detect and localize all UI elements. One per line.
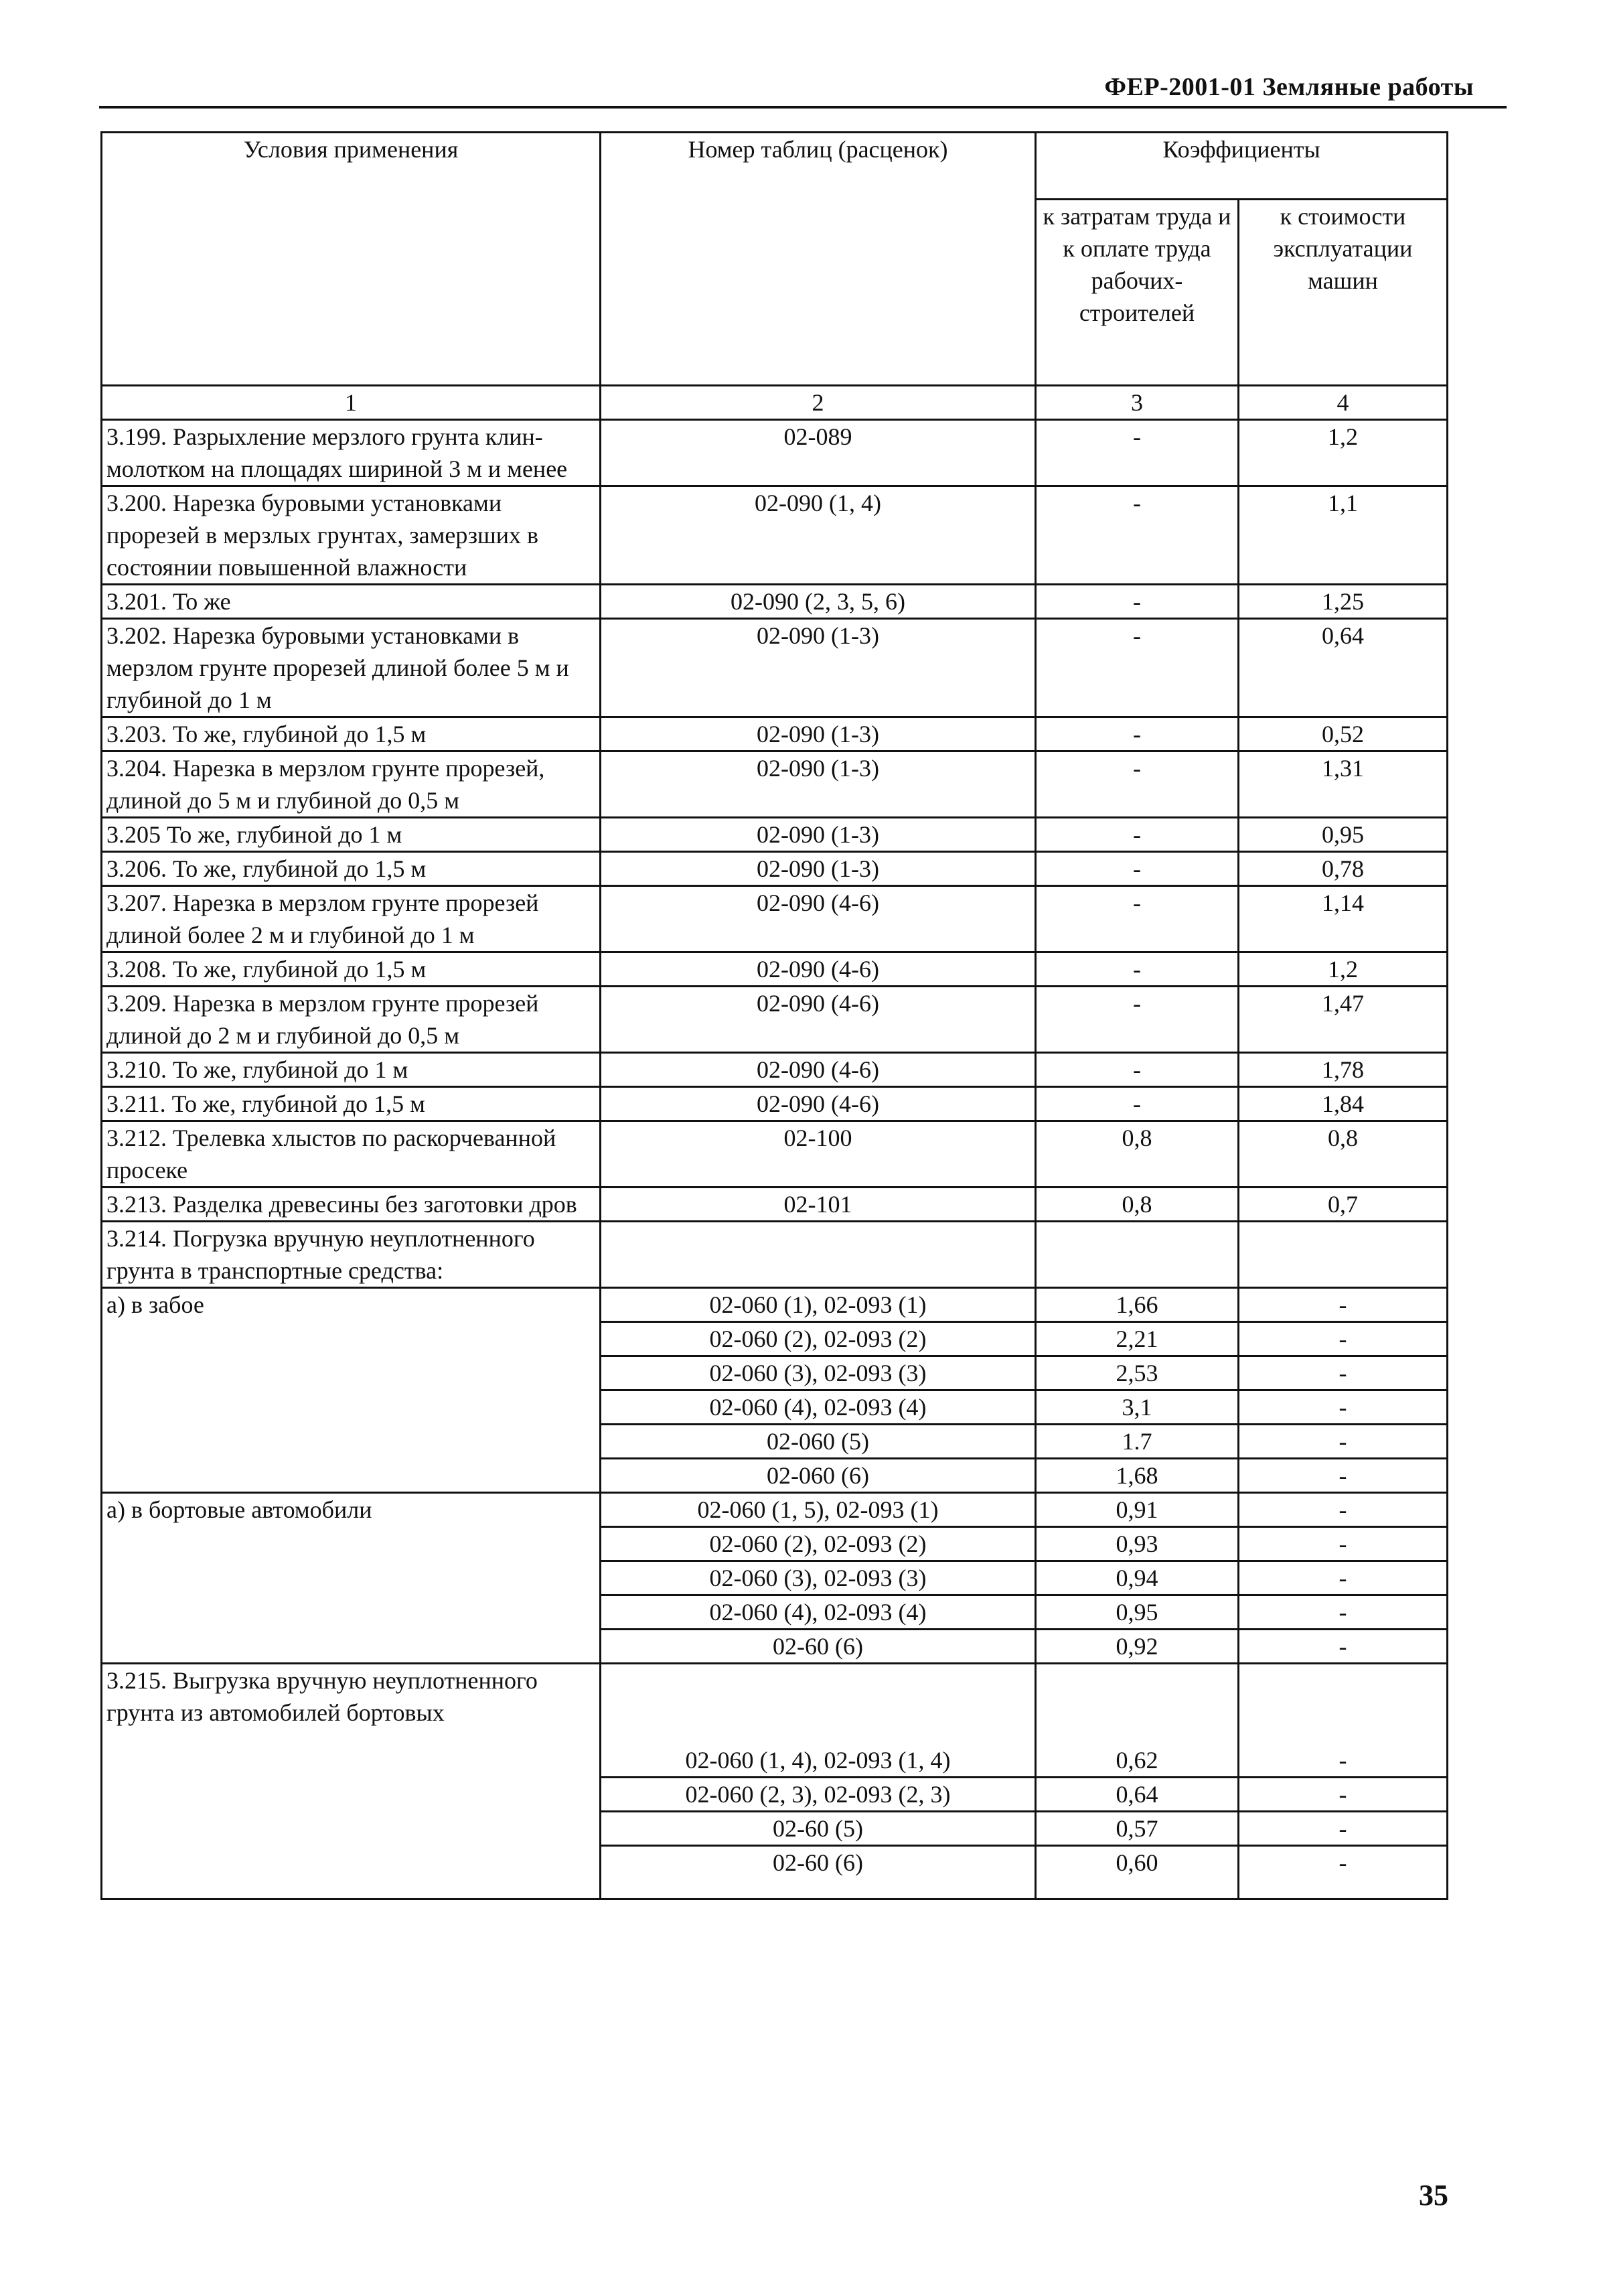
table-row [102,1288,1448,1322]
condition-cell: 3.202. Нарезка буровыми установками в мерзлом грунте прорезей длиной более 5 м и глубиной до 1 м [102,619,601,717]
labor-coefficient-cell: 0,60 [1036,1846,1239,1899]
machine-coefficient-cell: 1,78 [1239,1053,1448,1087]
machine-coefficient-cell: 0,52 [1239,717,1448,751]
table-row [102,1053,1448,1087]
table-row [102,1664,1448,1778]
labor-coefficient-cell: - [1036,852,1239,886]
machine-coefficient-cell: 1,14 [1239,886,1448,952]
machine-coefficient-cell: - [1239,1630,1448,1664]
condition-cell: 3.201. То же [102,585,601,619]
machine-coefficient-cell: - [1239,1356,1448,1390]
labor-coefficient-cell: - [1036,1087,1239,1121]
table-number-cell: 02-060 (3), 02-093 (3) [601,1356,1036,1390]
table-number-cell: 02-060 (5) [601,1425,1036,1459]
table-number-cell: 02-060 (1, 5), 02-093 (1) [601,1493,1036,1527]
machine-coefficient-cell: - [1239,1493,1448,1527]
labor-coefficient-cell: 0,92 [1036,1630,1239,1664]
machine-coefficient-cell: 1,31 [1239,751,1448,818]
condition-cell: 3.204. Нарезка в мерзлом грунте прорезей, длиной до 5 м и глубиной до 0,5 м [102,751,601,818]
table-number-cell: 02-090 (1, 4) [601,486,1036,585]
table-row [102,886,1448,952]
table-number-cell: 02-060 (2), 02-093 (2) [601,1527,1036,1561]
coefficients-table [100,131,1448,1900]
machine-coefficient-cell: 0,8 [1239,1121,1448,1188]
machine-coefficient-cell: 1,25 [1239,585,1448,619]
table-number-cell: 02-60 (5) [601,1812,1036,1846]
labor-coefficient-cell: - [1036,751,1239,818]
machine-coefficient-cell: 0,95 [1239,818,1448,852]
machine-coefficient-cell: 0,78 [1239,852,1448,886]
labor-coefficient-cell: - [1036,987,1239,1053]
labor-coefficient-cell: 0,95 [1036,1595,1239,1630]
empty-cell [1239,1222,1448,1288]
table-number-cell: 02-090 (4-6) [601,952,1036,987]
table-number-cell: 02-090 (1-3) [601,818,1036,852]
column-number: 3 [1036,386,1239,420]
section-title-cell: 3.215. Выгрузка вручную неуплотненного грунта из автомобилей бортовых [102,1664,601,1899]
table-row [102,952,1448,987]
table-row [102,486,1448,585]
labor-coefficient-cell: - [1036,420,1239,486]
table-number-cell: 02-090 (1-3) [601,619,1036,717]
column-number: 4 [1239,386,1448,420]
table-row [102,717,1448,751]
empty-cell [601,1222,1036,1288]
machine-coefficient-cell: 1,1 [1239,486,1448,585]
table-row [102,1087,1448,1121]
header-rule [99,106,1507,109]
labor-coefficient-cell: - [1036,717,1239,751]
table-number-cell: 02-060 (1, 4), 02-093 (1, 4) [601,1664,1036,1778]
table-number-cell: 02-100 [601,1121,1036,1188]
machine-coefficient-cell: - [1239,1664,1448,1778]
machine-coefficient-cell: 0,64 [1239,619,1448,717]
machine-coefficient-cell: 1,2 [1239,952,1448,987]
machine-coefficient-cell: - [1239,1425,1448,1459]
machine-coefficient-cell: - [1239,1527,1448,1561]
labor-coefficient-cell: 2,21 [1036,1322,1239,1356]
table-number-cell: 02-090 (1-3) [601,717,1036,751]
table-row [102,1493,1448,1527]
condition-cell: 3.209. Нарезка в мерзлом грунте прорезей длиной до 2 м и глубиной до 0,5 м [102,987,601,1053]
table-number-cell: 02-090 (4-6) [601,987,1036,1053]
labor-coefficient-cell: - [1036,486,1239,585]
condition-cell: 3.210. То же, глубиной до 1 м [102,1053,601,1087]
table-row [102,585,1448,619]
condition-cell: 3.199. Разрыхление мерзлого грунта клин-молотком на площадях шириной 3 м и менее [102,420,601,486]
labor-coefficient-cell: 0,94 [1036,1561,1239,1595]
empty-cell [1036,1222,1239,1288]
machine-coefficient-cell: - [1239,1812,1448,1846]
machine-coefficient-cell: - [1239,1390,1448,1425]
column-number: 2 [601,386,1036,420]
table-number-cell: 02-060 (2, 3), 02-093 (2, 3) [601,1778,1036,1812]
condition-cell: 3.208. То же, глубиной до 1,5 м [102,952,601,987]
table-number-cell: 02-060 (3), 02-093 (3) [601,1561,1036,1595]
page-number: 35 [1419,2179,1448,2212]
section-heading-row [102,1222,1448,1288]
labor-coefficient-cell: 0,64 [1036,1778,1239,1812]
condition-cell: 3.207. Нарезка в мерзлом грунте прорезей длиной более 2 м и глубиной до 1 м [102,886,601,952]
header-coefficients: Коэффициенты [1036,133,1448,200]
table-number-cell: 02-060 (4), 02-093 (4) [601,1390,1036,1425]
machine-coefficient-cell: 0,7 [1239,1188,1448,1222]
table-row [102,751,1448,818]
table-number-cell: 02-060 (6) [601,1459,1036,1493]
labor-coefficient-cell: 0,91 [1036,1493,1239,1527]
table-number-cell: 02-090 (4-6) [601,886,1036,952]
table-number-cell: 02-060 (2), 02-093 (2) [601,1322,1036,1356]
header-labor: к затратам труда и к оплате труда рабочих-строителей [1036,200,1239,386]
table-number-cell: 02-60 (6) [601,1630,1036,1664]
machine-coefficient-cell: 1,2 [1239,420,1448,486]
table-number-cell: 02-060 (4), 02-093 (4) [601,1595,1036,1630]
labor-coefficient-cell: 0,93 [1036,1527,1239,1561]
subsection-label-cell: а) в бортовые автомобили [102,1493,601,1664]
section-title-cell: 3.214. Погрузка вручную неуплотненного грунта в транспортные средства: [102,1222,601,1288]
machine-coefficient-cell: - [1239,1561,1448,1595]
table-row [102,619,1448,717]
machine-coefficient-cell: - [1239,1595,1448,1630]
table-number-cell: 02-101 [601,1188,1036,1222]
machine-coefficient-cell: - [1239,1459,1448,1493]
labor-coefficient-cell: 1.7 [1036,1425,1239,1459]
condition-cell: 3.203. То же, глубиной до 1,5 м [102,717,601,751]
condition-cell: 3.211. То же, глубиной до 1,5 м [102,1087,601,1121]
labor-coefficient-cell: - [1036,1053,1239,1087]
table-number-cell: 02-090 (2, 3, 5, 6) [601,585,1036,619]
header-table-numbers: Номер таблиц (расценок) [601,133,1036,386]
labor-coefficient-cell: 0,8 [1036,1188,1239,1222]
header-machines: к стоимости эксплуатации машин [1239,200,1448,386]
labor-coefficient-cell: 2,53 [1036,1356,1239,1390]
machine-coefficient-cell: - [1239,1846,1448,1899]
table-row [102,852,1448,886]
machine-coefficient-cell: 1,84 [1239,1087,1448,1121]
table-number-cell: 02-060 (1), 02-093 (1) [601,1288,1036,1322]
labor-coefficient-cell: - [1036,585,1239,619]
column-number: 1 [102,386,601,420]
table-row [102,1121,1448,1188]
labor-coefficient-cell: 0,57 [1036,1812,1239,1846]
condition-cell: 3.200. Нарезка буровыми установками прорезей в мерзлых грунтах, замерзших в состоянии повышенной влажности [102,486,601,585]
labor-coefficient-cell: - [1036,619,1239,717]
machine-coefficient-cell: 1,47 [1239,987,1448,1053]
table-row [102,420,1448,486]
table-row [102,1188,1448,1222]
condition-cell: 3.206. То же, глубиной до 1,5 м [102,852,601,886]
condition-cell: 3.213. Разделка древесины без заготовки дров [102,1188,601,1222]
table-number-cell: 02-090 (4-6) [601,1087,1036,1121]
table-number-cell: 02-089 [601,420,1036,486]
labor-coefficient-cell: - [1036,818,1239,852]
page-header-title: ФЕР-2001-01 Земляные работы [1104,73,1474,101]
table-number-cell: 02-090 (1-3) [601,751,1036,818]
table-number-cell: 02-090 (4-6) [601,1053,1036,1087]
table-row [102,818,1448,852]
header-conditions: Условия применения [102,133,601,386]
labor-coefficient-cell: - [1036,952,1239,987]
labor-coefficient-cell: 0,62 [1036,1664,1239,1778]
table-number-cell: 02-090 (1-3) [601,852,1036,886]
labor-coefficient-cell: 1,68 [1036,1459,1239,1493]
labor-coefficient-cell: - [1036,886,1239,952]
condition-cell: 3.205 То же, глубиной до 1 м [102,818,601,852]
condition-cell: 3.212. Трелевка хлыстов по раскорчеванной просеке [102,1121,601,1188]
subsection-label-cell: а) в забое [102,1288,601,1493]
labor-coefficient-cell: 3,1 [1036,1390,1239,1425]
labor-coefficient-cell: 1,66 [1036,1288,1239,1322]
table-number-cell: 02-60 (6) [601,1846,1036,1899]
table-row [102,987,1448,1053]
machine-coefficient-cell: - [1239,1322,1448,1356]
machine-coefficient-cell: - [1239,1778,1448,1812]
labor-coefficient-cell: 0,8 [1036,1121,1239,1188]
machine-coefficient-cell: - [1239,1288,1448,1322]
